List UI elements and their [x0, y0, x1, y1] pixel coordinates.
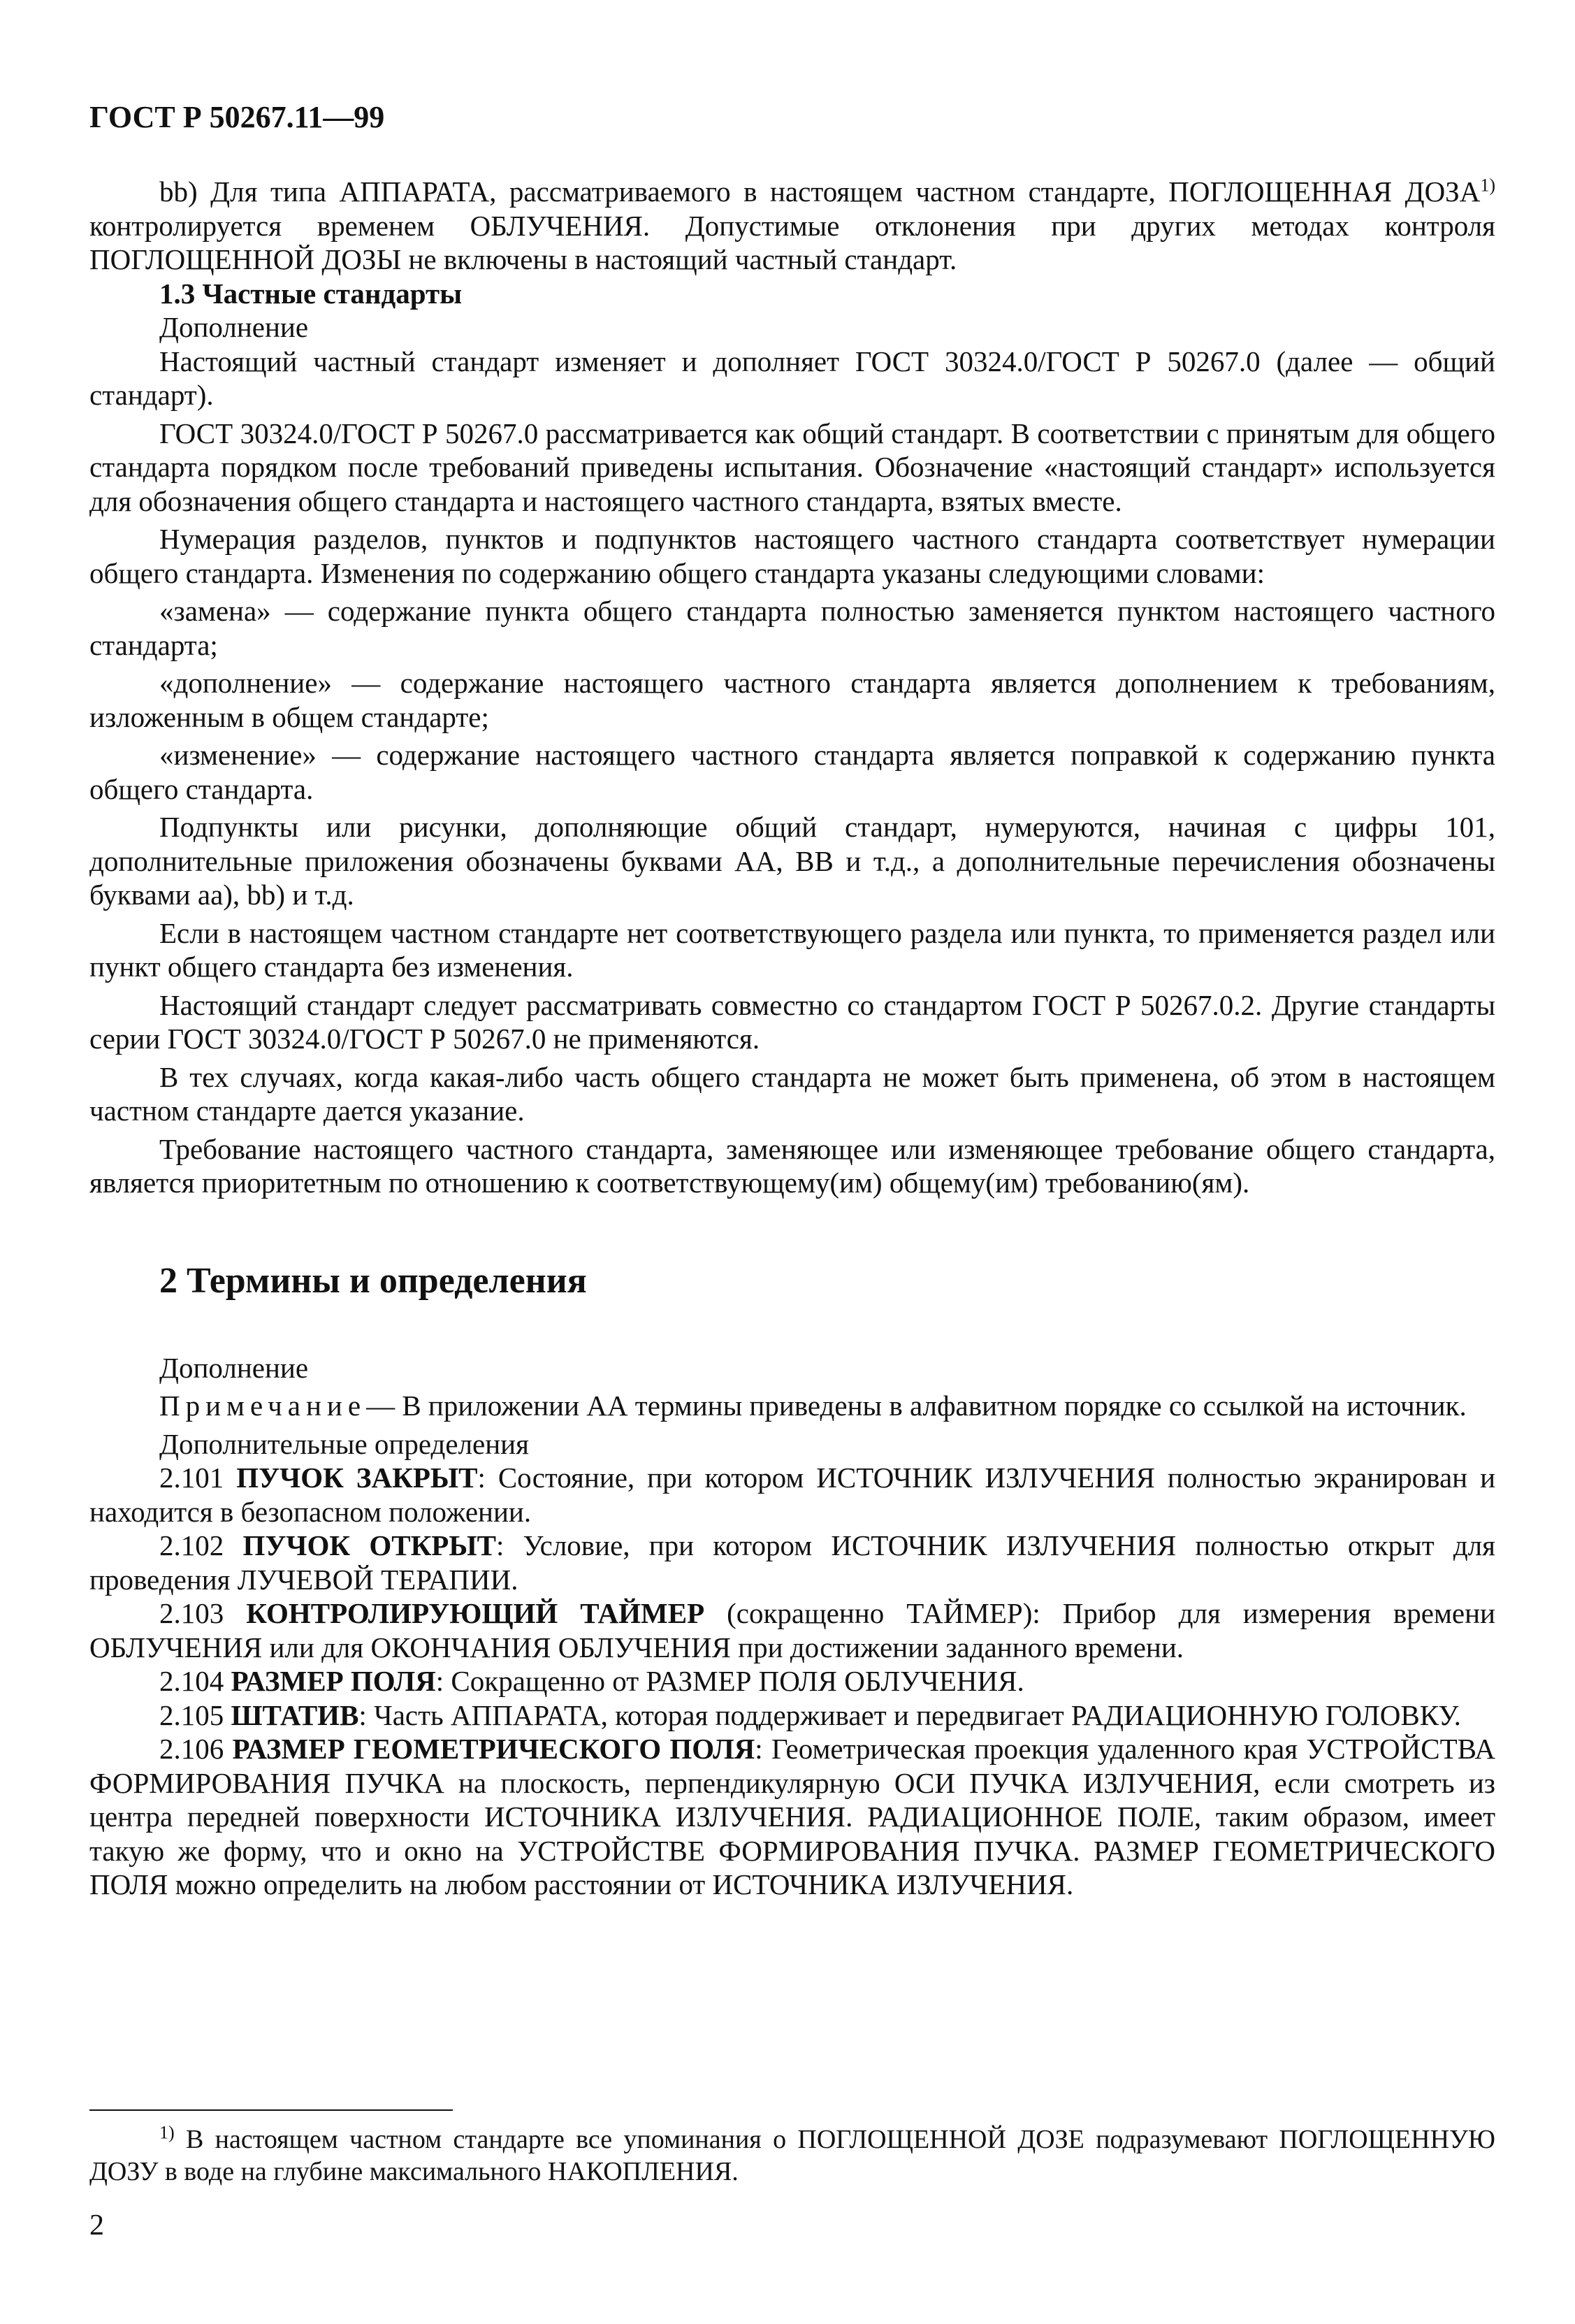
definition-2-105: 2.105 ШТАТИВ: Часть АППАРАТА, которая поддерживает и передвигает РАДИАЦИОННУЮ ГОЛОВКУ.	[159, 1698, 1461, 1731]
definitions-label: Дополнительные определения	[159, 1427, 529, 1460]
paragraph-bb: bb) Для типа АППАРАТА, рассматриваемого в настоящем частном стандарте, ПОГЛОЩЕННАЯ ДОЗА$^{1)}$ контролируется временем ОБЛУЧЕНИЯ. Допустимые отклонения при других методах контроля ПОГЛОЩЕННОЙ ДОЗЫ не включены в настоящий частный стандарт.	[89, 175, 1495, 275]
paragraph: Если в настоящем частном стандарте нет соответствующего раздела или пункта, то применяется раздел или пункт общего стандарта без изменения.	[89, 916, 1495, 983]
paragraph: Требование настоящего частного стандарта, заменяющее или изменяющее требование общего стандарта, является приоритетным по отношению к соответствующему(им) общему(им) требованию(ям).	[89, 1132, 1495, 1199]
definition-2-101: 2.101 ПУЧОК ЗАКРЫТ: Состояние, при котором ИСТОЧНИК ИЗЛУЧЕНИЯ полностью экранирован и находится в безопасном положении.	[89, 1461, 1496, 1528]
paragraph: Нумерация разделов, пунктов и подпунктов настоящего частного стандарта соответствует нумерации общего стандарта. Изменения по содержанию общего стандарта указаны следующими словами:	[89, 523, 1495, 589]
subsection-heading: 1.3 Частные стандарты	[159, 277, 463, 310]
footnote-divider	[89, 2109, 453, 2111]
paragraph: Настоящий частный стандарт изменяет и дополняет ГОСТ 30324.0/ГОСТ Р 50267.0 (далее — общий стандарт).	[89, 345, 1495, 411]
addition-label: Дополнение	[159, 311, 309, 343]
definition-2-102: 2.102 ПУЧОК ОТКРЫТ: Условие, при котором ИСТОЧНИК ИЗЛУЧЕНИЯ полностью открыт для проведения ЛУЧЕВОЙ ТЕРАПИИ.	[89, 1529, 1496, 1596]
definition-2-103: 2.103 КОНТРОЛИРУЮЩИЙ ТАЙМЕР (сокращенно ТАЙМЕР): Прибор для измерения времени ОБЛУЧЕНИЯ или для ОКОНЧАНИЯ ОБЛУЧЕНИЯ при достижении заданного времени.	[89, 1597, 1495, 1663]
footnote-mark: 1)	[159, 2122, 175, 2143]
note: Примечание— В приложении АА термины приведены в алфавитном порядке со ссылкой на источник.	[159, 1390, 1467, 1422]
footnote: $^{1)}$ В настоящем частном стандарте все упоминания о ПОГЛОЩЕННОЙ ДОЗЕ подразумевают ПОГЛОЩЕННУЮ ДОЗУ в воде на глубине максимального НАКОПЛЕНИЯ.	[89, 2122, 1495, 2186]
paragraph: «дополнение» — содержание настоящего частного стандарта является дополнением к требованиям, изложенным в общем стандарте;	[89, 667, 1495, 733]
paragraph: «замена» — содержание пункта общего стандарта полностью заменяется пунктом настоящего частного стандарта;	[89, 595, 1495, 661]
paragraph: ГОСТ 30324.0/ГОСТ Р 50267.0 рассматривается как общий стандарт. В соответствии с принятым для общего стандарта порядком после требований приведены испытания. Обозначение «настоящий стандарт» используется для обозначения общего стандарта и настоящего частного стандарта, взятых вместе.	[89, 417, 1495, 517]
note-label: Примечание	[159, 1390, 367, 1422]
paragraph: «изменение» — содержание настоящего частного стандарта является поправкой к содержанию пункта общего стандарта.	[89, 739, 1495, 805]
footnote-ref: 1)	[1480, 175, 1495, 196]
paragraph: В тех случаях, когда какая-либо часть общего стандарта не может быть применена, об этом в настоящем частном стандарте дается указание.	[89, 1060, 1495, 1127]
section-heading: 2 Термины и определения	[159, 1260, 587, 1301]
document-body	[89, 175, 1495, 1902]
document-header: ГОСТ Р 50267.11—99	[89, 100, 385, 134]
definition-2-106: 2.106 РАЗМЕР ГЕОМЕТРИЧЕСКОГО ПОЛЯ: Геометрическая проекция удаленного края УСТРОЙСТВА ФОРМИРОВАНИЯ ПУЧКА на плоскость, перпендикулярную ОСИ ПУЧКА ИЗЛУЧЕНИЯ, если смотреть из центра передней поверхности ИСТОЧНИКА ИЗЛУЧЕНИЯ. РАДИАЦИОННОЕ ПОЛЕ, таким образом, имеет такую же форму, что и окно на УСТРОЙСТВЕ ФОРМИРОВАНИЯ ПУЧКА. РАЗМЕР ГЕОМЕТРИЧЕСКОГО ПОЛЯ можно определить на любом расстоянии от ИСТОЧНИКА ИЗЛУЧЕНИЯ.	[89, 1733, 1496, 1900]
paragraph: Настоящий стандарт следует рассматривать совместно со стандартом ГОСТ Р 50267.0.2. Другие стандарты серии ГОСТ 30324.0/ГОСТ Р 50267.0 не применяются.	[89, 988, 1495, 1055]
paragraph: Подпункты или рисунки, дополняющие общий стандарт, нумеруются, начиная с цифры 101, дополнительные приложения обозначены буквами АА, ВВ и т.д., а дополнительные перечисления обозначены буквами аа), bb) и т.д.	[89, 811, 1495, 911]
addition-label: Дополнение	[159, 1351, 309, 1384]
page-number: 2	[89, 2209, 104, 2242]
definition-2-104: 2.104 РАЗМЕР ПОЛЯ: Сокращенно от РАЗМЕР ПОЛЯ ОБЛУЧЕНИЯ.	[159, 1665, 1024, 1697]
